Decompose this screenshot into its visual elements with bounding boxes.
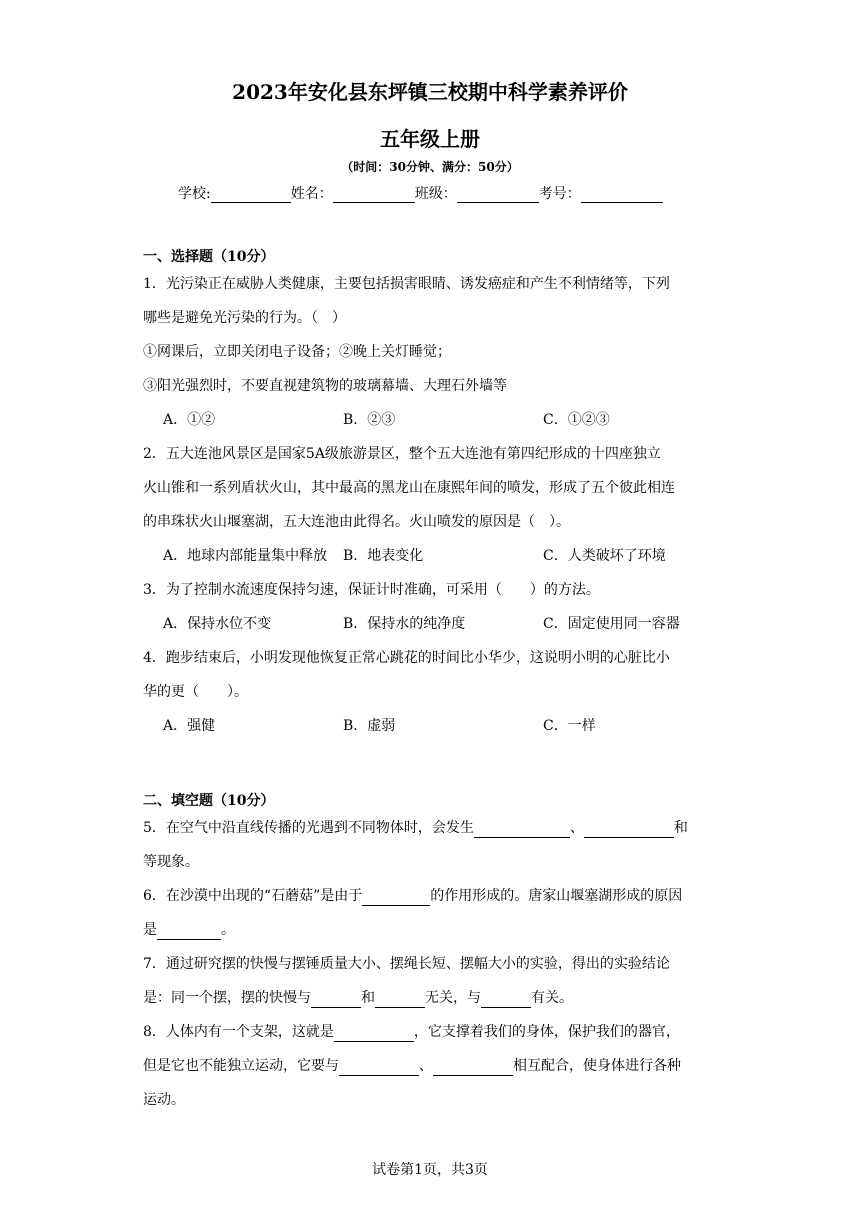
- exam-subtitle: 五年级上册: [380, 127, 480, 151]
- q4-line2: 华的更（ ）。: [143, 684, 248, 700]
- q7-text-c: 无关，与: [425, 990, 481, 1006]
- option-c[interactable]: C．人类破坏了环境: [543, 548, 666, 564]
- q8-text-a: 8．人体内有一个支架，这就是: [143, 1024, 334, 1040]
- option-c[interactable]: C．固定使用同一容器: [543, 616, 680, 632]
- q5-blank-1[interactable]: [474, 823, 570, 838]
- q2-line2: 火山锥和一系列盾状火山，其中最高的黑龙山在康熙年间的喷发，形成了五个彼此相连: [143, 480, 675, 496]
- q7-blank-2[interactable]: [375, 993, 425, 1008]
- school-label: 学校:: [178, 186, 211, 202]
- section-heading-fill: 二、填空题（10分）: [143, 793, 275, 809]
- option-c[interactable]: C．①②③: [543, 412, 610, 428]
- q4-line1: 4．跑步结束后，小明发现他恢复正常心跳花的时间比小华少，这说明小明的心脏比小: [143, 650, 670, 666]
- q1-line3: ①网课后，立即关闭电子设备；②晚上关灯睡觉；: [143, 344, 451, 360]
- time-info: （时间：30分钟、满分：50分）: [341, 160, 519, 174]
- q8-blank-2[interactable]: [339, 1061, 419, 1076]
- exam-number-label: 考号：: [538, 186, 581, 202]
- option-b[interactable]: B．②③: [343, 412, 396, 428]
- option-b[interactable]: B．虚弱: [343, 718, 396, 734]
- option-b[interactable]: B．保持水的纯净度: [343, 616, 466, 632]
- q7-line2: [143, 988, 573, 1008]
- q7-text-d: 有关。: [531, 990, 573, 1006]
- q8-text-d: 、: [419, 1058, 433, 1074]
- q8-line3: 运动。: [143, 1092, 185, 1108]
- q5-text-c: 和: [673, 820, 688, 836]
- q1-line1: 1．光污染正在威胁人类健康，主要包括损害眼睛、诱发癌症和产生不利情绪等，下列: [143, 276, 670, 292]
- q7-blank-1[interactable]: [311, 993, 361, 1008]
- q2-line1: 2．五大连池风景区是国家5A级旅游景区，整个五大连池有第四纪形成的十四座独立: [143, 446, 661, 462]
- q8-text-b: ，它支撑着我们的身体，保护我们的器官，: [413, 1024, 680, 1040]
- q7-line1: 7．通过研究摆的快慢与摆锤质量大小、摆绳长短、摆幅大小的实验，得出的实验结论: [143, 956, 670, 972]
- option-a[interactable]: A．地球内部能量集中释放: [163, 548, 328, 564]
- option-a[interactable]: A．保持水位不变: [163, 616, 272, 632]
- school-blank[interactable]: [211, 188, 291, 203]
- q5-line2: 等现象。: [143, 854, 199, 870]
- q3-line1: 3．为了控制水流速度保持匀速，保证计时准确，可采用（ ）的方法。: [143, 582, 600, 598]
- option-c[interactable]: C．一样: [543, 718, 596, 734]
- exam-number-blank[interactable]: [581, 188, 663, 203]
- q7-text-a: 是：同一个摆，摆的快慢与: [143, 990, 311, 1006]
- page-footer: 试卷第1页，共3页: [372, 1162, 488, 1178]
- q6-blank-2[interactable]: [157, 925, 221, 940]
- class-label: 班级：: [414, 186, 457, 202]
- q2-line3: 的串珠状火山堰塞湖，五大连池由此得名。火山喷发的原因是（ ）。: [143, 514, 570, 530]
- q6-text-c: 是: [143, 922, 157, 938]
- q8-text-c: 但是它也不能独立运动，它要与: [143, 1058, 339, 1074]
- q8-line2: [143, 1056, 681, 1076]
- section-heading-choice: 一、选择题（10分）: [143, 249, 275, 265]
- q5-text-b: 、: [569, 820, 584, 836]
- q7-blank-3[interactable]: [481, 993, 531, 1008]
- q7-text-b: 和: [361, 990, 375, 1006]
- option-a[interactable]: A．强健: [163, 718, 216, 734]
- class-blank[interactable]: [457, 188, 539, 203]
- q6-text-d: 。: [221, 922, 235, 938]
- option-b[interactable]: B．地表变化: [343, 548, 424, 564]
- q5-blank-2[interactable]: [584, 823, 674, 838]
- q8-blank-1[interactable]: [334, 1027, 414, 1042]
- name-blank[interactable]: [333, 188, 415, 203]
- q1-line4: ③阳光强烈时，不要直视建筑物的玻璃幕墙、大理石外墙等: [143, 378, 507, 394]
- q6-text-a: 6．在沙漠中出现的“石蘑菇”是由于: [143, 888, 363, 904]
- q6-blank-1[interactable]: [362, 891, 430, 906]
- q8-text-e: 相互配合，使身体进行各种: [513, 1058, 681, 1074]
- q5-text-a: 5．在空气中沿直线传播的光遇到不同物体时，会发生: [143, 820, 474, 836]
- exam-title: 2023年安化县东坪镇三校期中科学素养评价: [232, 80, 628, 104]
- q5-line1: [143, 818, 688, 838]
- option-a[interactable]: A．①②: [163, 412, 216, 428]
- q8-line1: [143, 1022, 680, 1042]
- q8-blank-3[interactable]: [433, 1061, 513, 1076]
- q6-text-b: 的作用形成的。唐家山堰塞湖形成的原因: [430, 888, 683, 904]
- q6-line2: [143, 920, 235, 940]
- name-label: 姓名：: [290, 186, 333, 202]
- student-info-line: [178, 183, 663, 203]
- q1-line2: 哪些是避免光污染的行为。（ ）: [143, 310, 346, 326]
- q6-line1: [143, 886, 682, 906]
